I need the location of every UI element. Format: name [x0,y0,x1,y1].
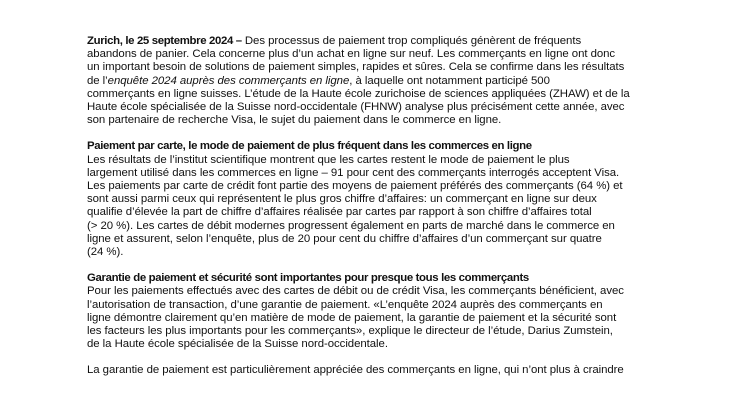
paragraph-line: qualifie d’élevée la part de chiffre d’affaires réalisée par cartes par rapport à son chiffre d’affaires total [87,206,592,219]
section-heading-card-payment: Paiement par carte, le mode de paiement de plus fréquent dans les commerces en ligne [87,140,532,153]
paragraph-line: ligne et assurent, selon l’enquête, plus de 20 pour cent du chiffre d’affaires d’un commerçant sur quatre [87,232,602,245]
payment-guarantee-paragraph [87,285,687,351]
dateline: Zurich, le 25 septembre 2024 – [87,35,242,47]
intro-paragraph [87,35,687,127]
intro-line-3: un important besoin de solutions de paiement simples, rapides et sûres. Cela se confirme dans les résultats [87,61,625,74]
intro-line-6: Haute école spécialisée de la Suisse nord-occidentale (FHNW) analyse plus précisément cette année, avec [87,101,625,114]
paragraph-line: (24 %). [87,246,124,259]
card-payment-paragraph [87,154,687,260]
intro-line-4 [87,75,687,88]
document-body [87,35,687,378]
paragraph-gap [87,351,687,364]
intro-line-2: abandons de panier. Cela concerne plus d’un achat en ligne sur neuf. Les commerçants en ligne ont donc [87,48,616,61]
paragraph-line: Les résultats de l’institut scientifique montrent que les cartes restent le mode de paiement le plus [87,153,570,166]
paragraph-line: (> 20 %). Les cartes de débit modernes progressent également en parts de marché dans le commerce en [87,219,615,232]
intro-line-1-text: Des processus de paiement trop compliqués génèrent de fréquents [241,35,582,47]
intro-line-7: son partenaire de recherche Visa, le sujet du paiement dans le commerce en ligne. [87,114,502,127]
paragraph-line: largement utilisé dans les commerces en ligne – 91 pour cent des commerçants interrogés acceptent Visa. [87,166,620,179]
paragraph-line: l’autorisation de transaction, d’une garantie de paiement. «L’enquête 2024 auprès des commerçants en [87,298,603,311]
paragraph-line: Pour les paiements effectués avec des cartes de débit ou de crédit Visa, les commerçants bénéficient, avec [87,285,624,298]
paragraph-line: les facteurs les plus importants pour les commerçants», explique le directeur de l’étude, Darius Zumstein, [87,325,613,338]
section-heading-payment-guarantee: Garantie de paiement et sécurité sont importantes pour presque tous les commerçants [87,272,529,285]
paragraph-line: Les paiements par carte de crédit font partie des moyens de paiement préférés des commerçants (64 %) et [87,180,623,193]
paragraph-line: La garantie de paiement est particulièrement appréciée des commerçants en ligne, qui n’ont plus à craindre [87,364,624,377]
paragraph-line: ligne démontre clairement qu’en matière de mode de paiement, la garantie de paiement et la sécurité sont [87,311,617,324]
intro-line-4-b: , à laquelle ont notamment participé 500 [349,74,550,87]
closing-paragraph [87,364,687,377]
paragraph-line: de la Haute école spécialisée de la Suisse nord-occidentale. [87,338,388,351]
intro-line-4-a: de l’ [87,74,108,87]
intro-line-1 [87,35,687,48]
intro-line-5: commerçants en ligne suisses. L’étude de la Haute école zurichoise de sciences appliquées (ZHAW) et de la [87,87,630,100]
paragraph-line: sont aussi parmi ceux qui représentent le plus gros chiffre d’affaires: un commerçant en ligne sur deux [87,193,597,206]
survey-title-italic: enquête 2024 auprès des commerçants en ligne [107,74,350,87]
